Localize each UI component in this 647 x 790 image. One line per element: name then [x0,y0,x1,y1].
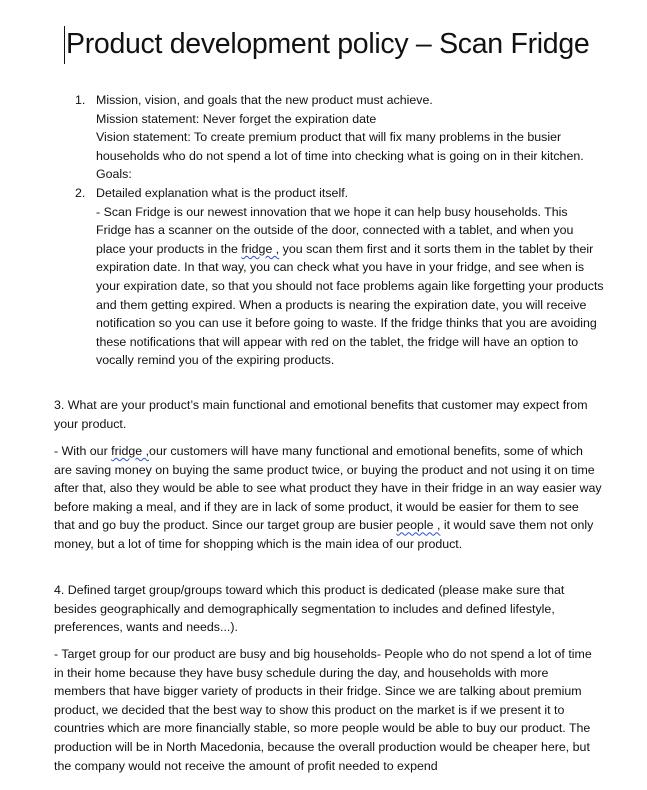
list-number: 1. [75,93,86,107]
section-3-question[interactable] [54,396,602,433]
text-cursor [64,26,65,64]
product-description [96,203,606,370]
description-text: - Scan Fridge is our newest innovation that we hope it can help busy households. This Fridge has a scanner on the outside of the door, connected with a tablet, and when you place your products in the [96,204,574,256]
document-title[interactable]: Product development policy – Scan Fridge [66,28,590,60]
answer-text: - Target group for our product are busy and big households- People who do not spend a lot of time in their home because they have busy schedule during the day, and households with more members that have bigger variety of products in their fridge. Since we are talking about premium product, we decided that the best way to show this product on the market is if we present it to countries which are more financially stable, so more people would be able to buy our product. The production will be in North Macedonia, because the overall production would be cheaper here, but the company would not receive the amount of profit needed to expend [54,647,592,773]
list-number: 2. [75,185,86,200]
goals-label: Goals: [96,167,132,182]
section-3-answer[interactable] [54,442,602,554]
list-item-1[interactable] [56,91,606,184]
mission-statement: Mission statement: Never forget the expiration date [96,111,377,126]
description-text: you scan them first and it sorts them in the tablet by their expiration date. In that way, you can check what you have in your fridge, and see when is your expiration date, so that you should not face problems again like forgetting your products and them getting expired. When a products is nearing the expiration date, you will receive notification so you can use it before going to waste. If the fridge thinks that you are avoiding these notifications that will appear with red on the tablet, the fridge will have an option to vocally remind you of the expiring products. [96,241,604,368]
question-text: 3. What are your product’s main functional and emotional benefits that customer may expect from your product. [54,398,588,431]
section-4-question[interactable] [54,581,602,637]
numbered-list [56,91,606,370]
answer-text-part: it would save them not only money, but a lot of time for shopping which is the main idea of our product. [54,518,594,551]
question-text: 4. Defined target group/groups toward which this product is dedicated (please make sure that besides geographically and demographically segmentation to includes and defined lifestyle, preferences, wants and needs...). [54,583,565,635]
spelling-flag[interactable]: people , [396,518,441,533]
answer-text [54,442,602,554]
answer-text-part: - With our [54,444,112,458]
list-item-2[interactable] [56,184,606,370]
spelling-flag[interactable]: fridge , [241,241,280,256]
vision-statement: Vision statement: To create premium product that will fix many problems in the busier households who do not spend a lot of time into checking what is going on in their kitchen. [96,130,584,163]
answer-text-part: our customers will have many functional and emotional benefits, some of which are saving money on buying the same product twice, or buying the product and not using it on time after that, also they would be able to see what product they have in their fridge in an way easier way before making a meal, and if they are in lack of some product, it would be easier for them to see that and go buy the product. Since our target group are busier [54,444,602,533]
list-item-heading: Detailed explanation what is the product itself. [96,185,349,200]
list-item-heading: Mission, vision, and goals that the new product must achieve. [96,93,433,107]
section-4-answer[interactable] [54,645,602,775]
spelling-flag[interactable]: fridge , [111,444,150,458]
